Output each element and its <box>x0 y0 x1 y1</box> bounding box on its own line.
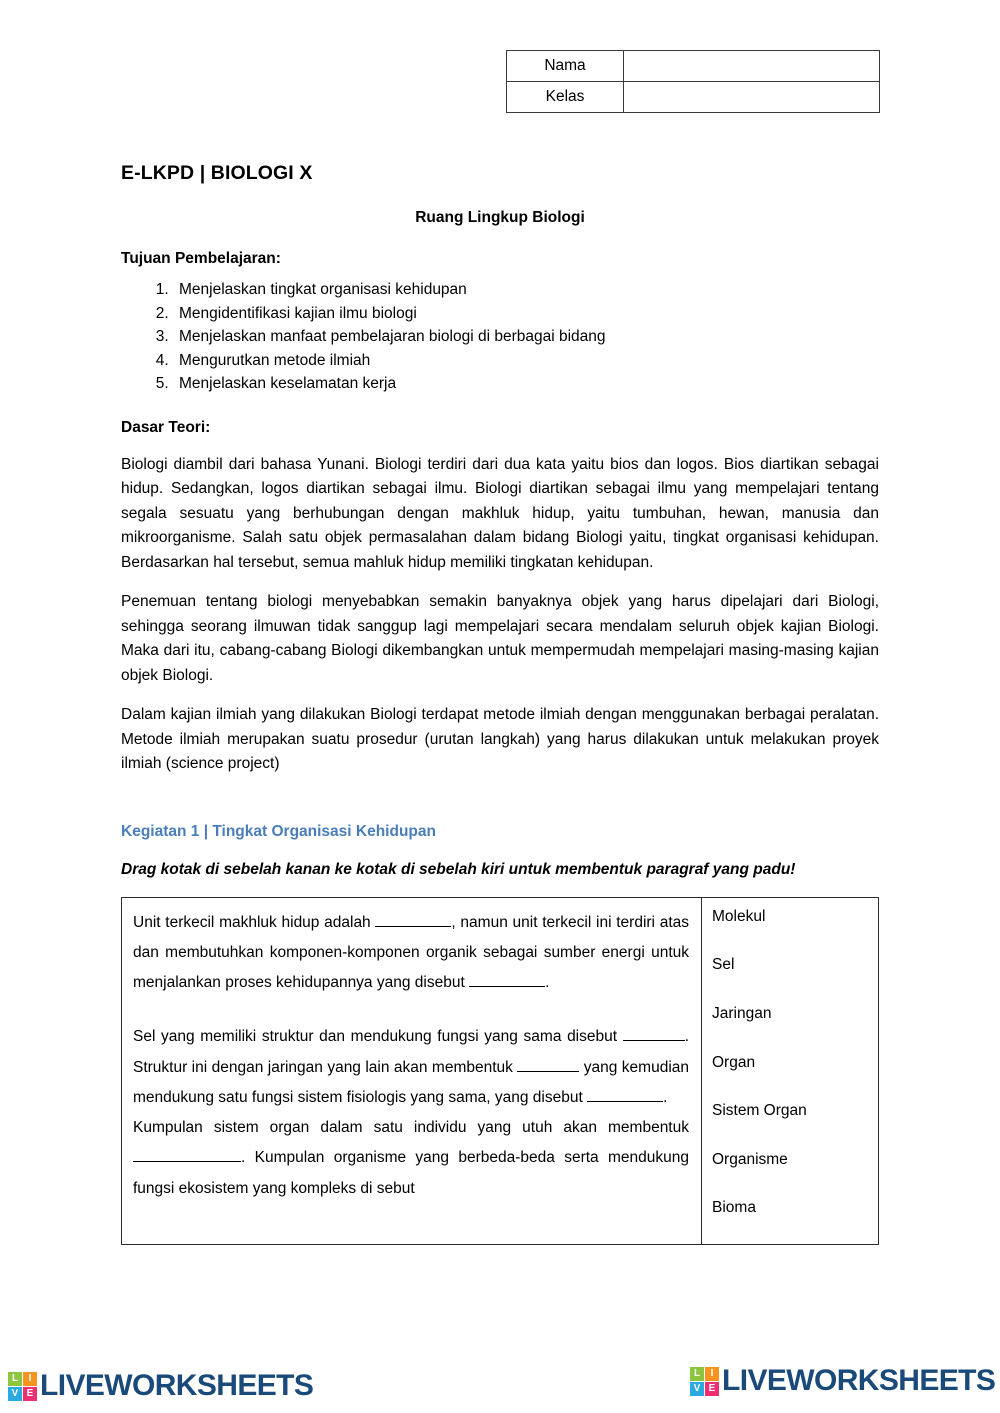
liveworksheets-wordmark: LIVEWORKSHEETS <box>722 1364 996 1397</box>
passage-paragraph-2 <box>133 1022 689 1113</box>
passage-text: Sel yang memiliki struktur dan mendukung fungsi yang sama disebut <box>133 1028 618 1046</box>
drop-target-passage[interactable] <box>122 898 702 1244</box>
draggable-option-bioma[interactable]: Bioma <box>712 1199 756 1217</box>
document-subtitle: Ruang Lingkup Biologi <box>415 209 585 226</box>
liveworksheets-logo-left[interactable] <box>8 1369 313 1403</box>
passage-text: . <box>545 974 550 992</box>
activity-instruction: Drag kotak di sebelah kanan ke kotak di sebelah kiri untuk membentuk paragraf yang padu! <box>121 860 796 878</box>
mark-letter-l: L <box>8 1372 22 1386</box>
theory-paragraph-2: Penemuan tentang biologi menyebabkan semakin banyaknya objek yang harus dipelajari dari Biologi, sehingga seorang ilmuwan tidak sanggup lagi mempelajari secara mendalam seluruh objek kajian Biologi. Maka dari itu, cabang-cabang Biologi dikembangkan untuk mempermudah mempelajari masing-masing kajian objek Biologi. <box>121 593 879 684</box>
list-item: 4. Mengurutkan metode ilmiah <box>173 349 879 373</box>
passage-text: Unit terkecil makhluk hidup adalah <box>133 913 371 931</box>
draggable-option-jaringan[interactable]: Jaringan <box>712 1004 772 1022</box>
passage-text: , namun unit terkecil ini terdiri atas dan membutuhkan komponen-komponen organik sebagai sumber energi untuk menjalankan proses kehidupannya yang disebut <box>133 913 690 992</box>
mark-letter-i: I <box>23 1372 37 1386</box>
draggable-option-molekul[interactable]: Molekul <box>712 907 766 925</box>
passage-text: yang kemudian mendukung satu fungsi sistem fisiologis yang sama, yang disebut <box>133 1058 690 1106</box>
blank-1[interactable] <box>375 926 451 927</box>
table-row <box>122 898 878 1244</box>
mark-letter-i: I <box>705 1367 719 1381</box>
passage-text: . Struktur ini dengan jaringan yang lain akan membentuk <box>133 1028 690 1076</box>
theory-paragraph-3: Dalam kajian ilmiah yang dilakukan Biologi terdapat metode ilmiah dengan menggunakan berbagai peralatan. Metode ilmiah merupakan suatu prosedur (urutan langkah) yang harus dilakukan untuk melakukan proyek ilmiah (science project) <box>121 706 879 773</box>
passage-text: Kumpulan sistem organ dalam satu individu yang utuh akan membentuk <box>133 1119 689 1137</box>
list-item: 5. Menjelaskan keselamatan kerja <box>173 372 879 396</box>
passage-text: . Kumpulan organisme yang berbeda-beda serta mendukung fungsi ekosistem yang kompleks di sebut <box>133 1149 689 1197</box>
activity-heading: Kegiatan 1 | Tingkat Organisasi Kehidupan <box>121 822 436 840</box>
mark-letter-v: V <box>8 1387 22 1401</box>
identity-label-kelas: Kelas <box>507 82 624 113</box>
draggable-option-organisme[interactable]: Organisme <box>712 1150 788 1168</box>
draggable-options-column <box>702 898 879 1244</box>
blank-6[interactable] <box>133 1161 241 1162</box>
mark-letter-l: L <box>690 1367 704 1381</box>
draggable-option-organ[interactable]: Organ <box>712 1053 756 1071</box>
liveworksheets-mark-icon <box>690 1367 719 1396</box>
worksheet-body <box>121 0 879 1245</box>
list-item: 2. Mengidentifikasi kajian ilmu biologi <box>173 302 879 326</box>
drag-drop-exercise <box>121 897 879 1245</box>
objectives-list <box>121 278 879 396</box>
draggable-option-sel[interactable]: Sel <box>712 956 735 974</box>
blank-4[interactable] <box>517 1071 579 1072</box>
mark-letter-e: E <box>23 1387 37 1401</box>
mark-letter-v: V <box>690 1382 704 1396</box>
liveworksheets-wordmark: LIVEWORKSHEETS <box>40 1369 314 1402</box>
blank-2[interactable] <box>469 986 545 987</box>
drag-drop-table <box>122 898 878 1244</box>
identity-label-nama: Nama <box>507 51 624 82</box>
passage-text: . <box>663 1088 668 1106</box>
blank-5[interactable] <box>587 1101 663 1102</box>
liveworksheets-mark-icon <box>8 1372 37 1401</box>
page-title: E-LKPD | BIOLOGI X <box>121 162 313 184</box>
liveworksheets-logo-right[interactable] <box>690 1364 995 1398</box>
blank-3[interactable] <box>623 1040 685 1041</box>
theory-paragraph-1: Biologi diambil dari bahasa Yunani. Biologi terdiri dari dua kata yaitu bios dan logos. Bios diartikan sebagai hidup. Sedangkan, logos diartikan sebagai ilmu. Biologi diartikan sebagai ilmu yang mempelajari tentang segala sesuatu yang berhubungan dengan makhluk hidup, yaitu tumbuhan, hewan, manusia dan mikroorganisme. Salah satu objek permasalahan dalam bidang Biologi yaitu, tingkat organisasi kehidupan. Berdasarkan hal tersebut, semua mahluk hidup memiliki tingkatan kehidupan. <box>121 455 879 571</box>
passage-paragraph-3 <box>133 1113 689 1204</box>
theory-heading: Dasar Teori: <box>121 418 211 436</box>
mark-letter-e: E <box>705 1382 719 1396</box>
list-item: 1. Menjelaskan tingkat organisasi kehidupan <box>173 278 879 302</box>
draggable-option-sistem-organ[interactable]: Sistem Organ <box>712 1102 807 1120</box>
passage-paragraph-1 <box>133 908 689 999</box>
list-item: 3. Menjelaskan manfaat pembelajaran biologi di berbagai bidang <box>173 325 879 349</box>
objectives-heading: Tujuan Pembelajaran: <box>121 250 281 267</box>
